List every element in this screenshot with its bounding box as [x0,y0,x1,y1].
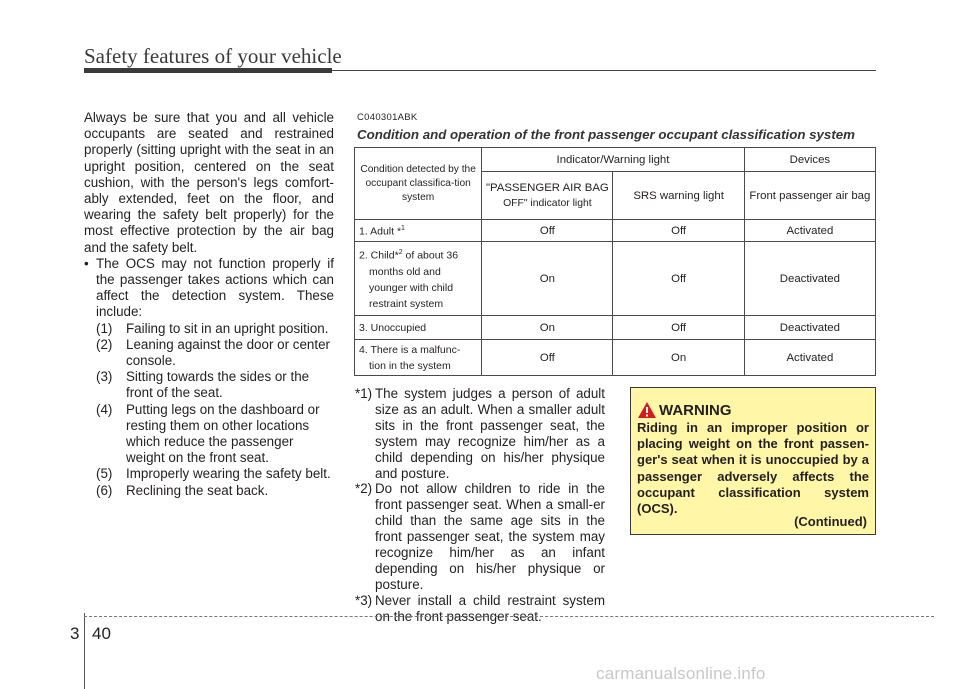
footer-divider-vertical [84,613,85,689]
list-item-number: (2) [96,336,113,352]
footnote-text: Do not allow children to ride in the front passenger seat. When a small-er child than the same age sits in the front passenger seat, the system may recognize him/her as an infant depending on his/her physique or posture. [375,481,605,592]
footnote [355,593,605,625]
row-srs: On [613,340,744,376]
row-condition-line: tion in the system [369,359,451,372]
bullet-text: The OCS may not function properly if the passenger takes actions which can affect the detection system. These include: [96,255,334,320]
table-heading: Condition and operation of the front passenger occupant classification system [357,127,855,142]
footnote [355,481,605,592]
table-row [355,316,876,340]
pab-header-line2: OFF" indicator light [503,197,592,209]
row-condition-text: 2. Child* [359,249,399,262]
list-item [84,321,334,337]
header-rule-accent [84,68,332,73]
footnote-mark: *3) [355,592,373,608]
list-item-text: Leaning against the door or center console. [126,336,330,369]
row-condition: 3. Unoccupied [355,316,482,340]
list-item-number: (4) [96,401,113,417]
intro-paragraph: Always be sure that you and all vehicle occupants are seated and restrained properly (sitting upright with the seat in an upright position, centered on the seat cushion, with the person's legs comfort-ably extended, feet on the floor, and wearing the safety belt properly) for the most effective protection by the air bag and the safety belt. [84,110,334,255]
list-item-number: (3) [96,369,113,385]
warning-triangle-icon [637,401,657,419]
devices-header: Devices [744,148,875,172]
bullet-icon: • [84,255,89,271]
list-item-number: (1) [96,320,113,336]
list-item-text: Reclining the seat back. [126,482,269,498]
row-pab: Off [482,220,613,242]
section-number: 3 [70,624,80,643]
warning-continued: (Continued) [794,514,867,529]
row-pab: On [482,242,613,316]
list-item-text: Sitting towards the sides or the front of the seat. [126,369,310,401]
footnote-text: The system judges a person of adult size as an adult. When a smaller adult sits in the front passenger seat, the system may recognize him/her as a child depending on his/her physique and posture. [375,386,605,481]
list-item [84,466,334,482]
row-condition-line: months old and [369,265,441,278]
row-condition [355,220,482,242]
list-item [84,402,334,467]
pab-indicator-header [482,172,613,220]
watermark: carmanualsonline.info [596,664,766,683]
list-item-text: Improperly wearing the safety belt. [126,466,331,482]
row-srs: Off [613,316,744,340]
warning-title: WARNING [659,402,732,419]
pab-header-line1: "PASSENGER AIR BAG [485,181,609,194]
row-srs: Off [613,242,744,316]
table-row [355,340,876,376]
row-condition-line: restraint system [369,297,444,310]
row-device: Activated [744,340,875,376]
warning-box [630,387,876,535]
list-item-number: (6) [96,482,113,498]
footnote-ref: 1 [401,225,405,233]
row-srs: Off [613,220,744,242]
row-condition-line: younger with child [369,281,454,294]
row-condition-text: 1. Adult * [359,225,402,238]
footnotes [355,386,605,625]
row-condition [355,242,482,316]
row-condition-text: 4. There is a malfunc- [359,343,461,356]
row-condition-text-rest: of about 36 [402,249,459,262]
list-item-number: (5) [96,466,113,482]
list-item [84,337,334,369]
row-pab: On [482,316,613,340]
list-item [84,483,334,499]
list-item [84,369,334,401]
condition-header: Condition detected by the occupant classifica-tion system [355,148,482,220]
page-number: 40 [92,624,111,643]
footer-divider-horizontal [84,616,934,617]
row-device: Deactivated [744,242,875,316]
footnote-mark: *1) [355,386,373,401]
ocs-bullet [84,256,334,321]
page-header-title: Safety features of your vehicle [84,44,342,68]
footnote-mark: *2) [355,481,373,497]
row-device: Deactivated [744,316,875,340]
list-item-text: Putting legs on the dashboard or resting them on other locations which reduce the passenger weight on the front seat. [126,401,320,466]
warning-text: Riding in an improper position or placing weight on the front passen-ger's seat when it is unoccupied by a passenger adversely affects the occupant classification system (OCS). [637,420,869,517]
section-code: C040301ABK [357,112,418,123]
srs-header: SRS warning light [613,172,744,220]
row-condition [355,340,482,376]
front-airbag-header: Front passenger air bag [744,172,875,220]
list-item-text: Failing to sit in an upright position. [126,320,329,336]
footnote-ref: 2 [398,249,403,257]
footnote [355,386,605,481]
left-column [84,110,334,499]
row-device: Activated [744,220,875,242]
footnote-text: Never install a child restraint system on the front passenger seat. [375,592,605,624]
table-row [355,220,876,242]
table-row [355,242,876,316]
ocs-table [354,147,876,376]
row-pab: Off [482,340,613,376]
indicator-header: Indicator/Warning light [482,148,745,172]
